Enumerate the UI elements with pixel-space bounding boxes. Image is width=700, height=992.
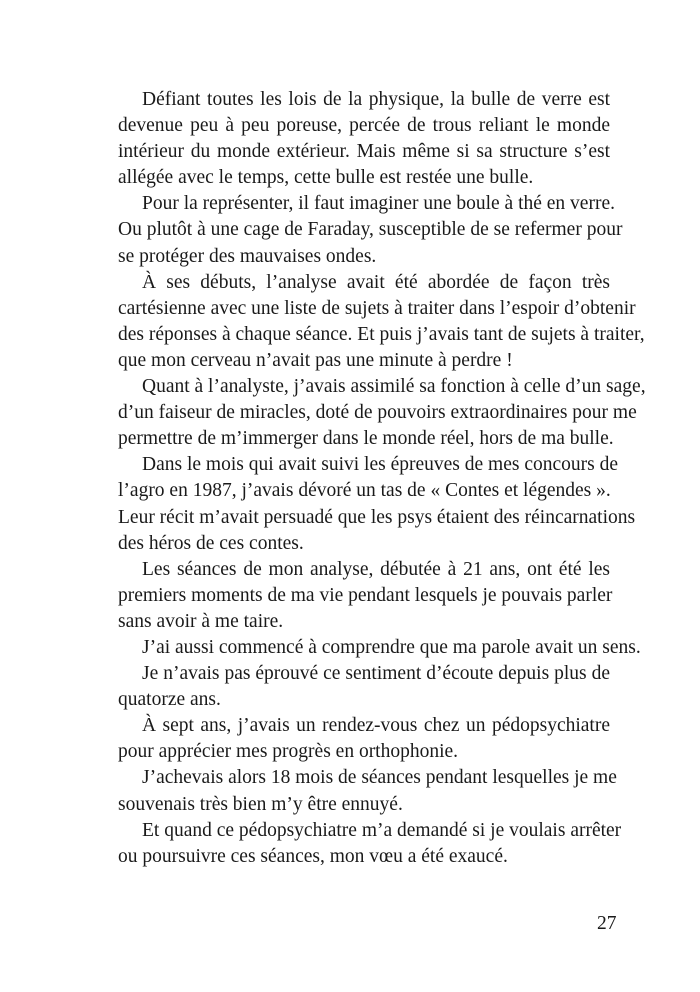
text-line: Leur récit m’avait persuadé que les psys étaient des réincarnations (118, 506, 636, 528)
paragraph (118, 661, 610, 713)
text-line: des héros de ces contes. (118, 532, 304, 554)
text-line: Ou plutôt à une cage de Faraday, susceptible de se refermer pour (118, 219, 623, 241)
text-line: À ses débuts, l’analyse avait été abordée de façon très (142, 271, 610, 293)
text-line: des réponses à chaque séance. Et puis j’avais tant de sujets à traiter, (118, 323, 645, 345)
paragraph (118, 635, 641, 661)
paragraph (118, 452, 636, 556)
text-line: sans avoir à me taire. (118, 610, 284, 632)
text-line: souvenais très bien m’y être ennuyé. (118, 793, 403, 815)
page-body (118, 87, 646, 870)
text-line: Défiant toutes les lois de la physique, la bulle de verre est (142, 89, 610, 110)
paragraph (118, 191, 623, 269)
text-line: se protéger des mauvaises ondes. (118, 245, 377, 267)
text-line: Les séances de mon analyse, débutée à 21 ans, ont été les (142, 558, 610, 580)
text-line: À sept ans, j’avais un rendez-vous chez un pédopsychiatre (142, 715, 610, 737)
text-line: ou poursuivre ces séances, mon vœu a été exaucé. (118, 845, 508, 867)
text-line: J’achevais alors 18 mois de séances pendant lesquelles je me (142, 767, 617, 789)
text-line: pour apprécier mes progrès en orthophonie. (118, 741, 459, 763)
text-line: cartésienne avec une liste de sujets à traiter dans l’espoir d’obtenir (118, 297, 636, 319)
paragraph (118, 713, 610, 765)
paragraph (118, 270, 645, 374)
paragraph (118, 818, 622, 870)
text-line: quatorze ans. (118, 689, 221, 711)
text-line: que mon cerveau n’avait pas une minute à perdre ! (118, 349, 513, 371)
text-line: devenue peu à peu poreuse, percée de trous reliant le monde (118, 115, 610, 137)
text-line: Pour la représenter, il faut imaginer une boule à thé en verre. (142, 193, 615, 215)
text-line: Je n’avais pas éprouvé ce sentiment d’écoute depuis plus de (142, 663, 610, 685)
text-line: l’agro en 1987, j’avais dévoré un tas de « Contes et légendes ». (118, 480, 611, 502)
text-line: allégée avec le temps, cette bulle est restée une bulle. (118, 167, 534, 189)
text-line: Quant à l’analyste, j’avais assimilé sa fonction à celle d’un sage, (142, 376, 646, 398)
text-line: J’ai aussi commencé à comprendre que ma parole avait un sens. (142, 636, 641, 658)
paragraph (118, 374, 646, 452)
text-line: Dans le mois qui avait suivi les épreuves de mes concours de (142, 454, 619, 476)
text-line: permettre de m’immerger dans le monde réel, hors de ma bulle. (118, 428, 614, 450)
paragraph (118, 557, 613, 635)
text-line: Et quand ce pédopsychiatre m’a demandé si je voulais arrêter (142, 819, 622, 841)
paragraph (118, 87, 610, 191)
text-line: d’un faiseur de miracles, doté de pouvoirs extraordinaires pour me (118, 402, 637, 424)
paragraph (118, 765, 617, 817)
text-line: intérieur du monde extérieur. Mais même si sa structure s’est (118, 141, 610, 163)
page-number: 27 (597, 913, 617, 934)
text-line: premiers moments de ma vie pendant lesquels je pouvais parler (118, 584, 613, 606)
